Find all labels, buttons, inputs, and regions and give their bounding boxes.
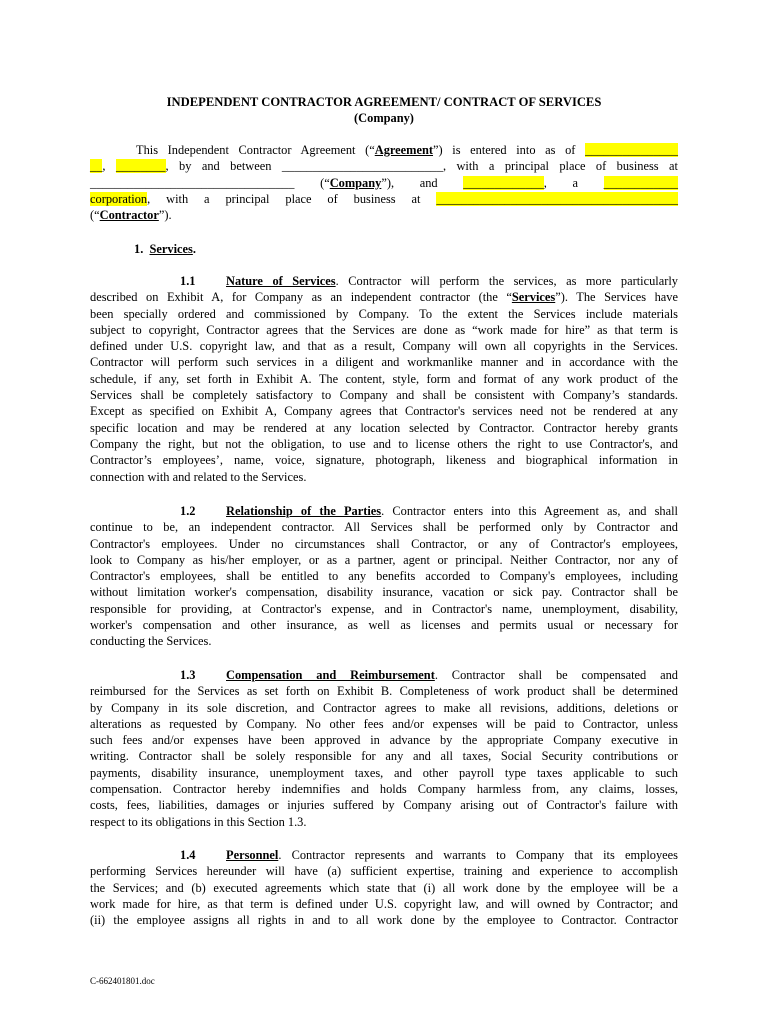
section-1-3-line: alterations as requested by Company. No other fees and/or expenses will be paid to Contractor, unless xyxy=(90,716,678,731)
section-1-1-line: subject to copyright, Contractor agrees that the Services are done as “work made for hire” as that term is xyxy=(90,322,678,337)
section-1-3-line: respect to its obligations in this Section 1.3. xyxy=(90,814,307,829)
section-1-3-line: such fees and/or expenses have been approved in advance by the appropriate Company executive in xyxy=(90,733,678,748)
section-1-1-line: Contractor’s employees’, name, voice, signature, photograph, likeness and biographical information in xyxy=(90,453,678,468)
section-1-1-line: schedule, if any, set forth in Exhibit A. The content, style, form and format of any work product of the xyxy=(90,371,678,386)
agreement-term: Agreement xyxy=(374,143,434,157)
section-1-1 xyxy=(90,273,678,485)
section-1-1-line: Contractor will perform such services in a diligent and workmanlike manner and in accordance with the xyxy=(90,355,678,370)
section-1-1-line: Except as specified on Exhibit A, Company agrees that Contractor's services need not be rendered at any xyxy=(90,404,678,419)
state-blank[interactable]: ____________ xyxy=(603,175,678,190)
section-1-3-line: compensation. Contractor hereby indemnifies and holds Company harmless from, any claims, losses, xyxy=(90,782,678,797)
section-1-1-line: Company the right, but not the obligation, to use and to license others the right to use Contractor's, and xyxy=(90,436,678,451)
section-1-2-line: Contractor's employees, shall be entitled to any benefits accorded to Company's employees, including xyxy=(90,569,678,584)
section-1-1-line: been specially ordered and commissioned by Company. To the extent the Services include materials xyxy=(90,306,678,321)
section-1-2-line-1: 1.2 Relationship of the Parties. Contractor enters into this Agreement as, and shall xyxy=(180,504,678,518)
intro-paragraph xyxy=(90,142,678,223)
section-1-4-line-1: 1.4 Personnel. Contractor represents and warrants to Company that its employees xyxy=(180,848,678,862)
section-1-3-line: by Company in its sole discretion, and Contractor agrees to make all revisions, additions, deletions or xyxy=(90,700,678,715)
section-1-2-line: without limitation worker's compensation, disability insurance, vacation or sick pay. Contractor shall be xyxy=(90,585,678,600)
section-1-2-line: responsible for providing, at Contractor's expense, and in Contractor's name, unemployment, disability, xyxy=(90,601,678,616)
section-1-3-line-1: 1.3 Compensation and Reimbursement. Contractor shall be compensated and xyxy=(180,668,678,682)
address-blank[interactable]: _______________________________________ xyxy=(436,191,678,206)
section-1-1-line: Services shall be completely satisfactory to Company and shall be consistent with Company’s standards. xyxy=(90,388,678,403)
intro-line-1: This Independent Contractor Agreement (“Agreement”) is entered into as of _______________ xyxy=(136,143,678,157)
section-1-4 xyxy=(90,847,678,928)
date-blank-cont[interactable]: __ xyxy=(90,159,103,174)
section-1-4-line: (ii) the employee assigns all rights in and to all work done by the employee to Contractor. Contractor xyxy=(90,913,678,928)
section-1-2-line: conducting the Services. xyxy=(90,634,212,649)
intro-line-5: (“Contractor”). xyxy=(90,208,172,223)
document-subtitle: (Company) xyxy=(354,111,414,125)
section-1-2-line: Contractor's employees. Under no circumstances shall Contractor, or any of Contractor's employees, xyxy=(90,536,678,551)
section-1-2-line: continue to be, an independent contractor. All Services shall be performed only by Contractor and xyxy=(90,520,678,535)
section-1-4-line: performing Services hereunder will have (a) sufficient expertise, training and experience to accomplish xyxy=(90,864,678,879)
intro-line-3: _________________________________ (“Company”), and _____________, a ____________ xyxy=(90,175,678,190)
section-1-1-heading: Nature of Services xyxy=(226,274,336,288)
section-1-1-line: defined under U.S. copyright law, and that as a result, Company will own all copyrights in the Services. xyxy=(90,339,678,354)
services-term: Services xyxy=(511,290,556,305)
section-1-3-line: costs, fees, liabilities, damages or injuries suffered by Company arising out of Contractor's failure with xyxy=(90,798,678,813)
contractor-term: Contractor xyxy=(99,208,159,223)
section-1-2-heading: Relationship of the Parties xyxy=(226,504,382,518)
section-1-3-heading: Compensation and Reimbursement xyxy=(226,668,435,682)
section-1-3-line: reimbursed for the Services as set forth on Exhibit B. Completeness of work product shall be determined xyxy=(90,684,678,699)
company-term: Company xyxy=(329,175,382,190)
footer-filename: C-662401801.doc xyxy=(90,976,155,986)
section-1-3-line: writing. Contractor shall be solely responsible for any and all taxes, Social Security contributions or xyxy=(90,749,678,764)
section-1-2-line: look to Company as his/her employer, or as a partner, agent or principal. Neither Contractor, nor any of xyxy=(90,552,678,567)
section-1-1-line-1: 1.1 Nature of Services. Contractor will perform the services, as more particularly xyxy=(180,274,678,288)
document-title: INDEPENDENT CONTRACTOR AGREEMENT/ CONTRACT OF SERVICES xyxy=(166,95,602,109)
section-1-1-line: specific location and may be rendered at any location selected by Contractor. Contractor hereby grants xyxy=(90,420,678,435)
year-blank[interactable]: ________ xyxy=(115,159,166,174)
entity-type-blank[interactable]: corporation xyxy=(90,191,148,206)
date-blank[interactable]: _______________ xyxy=(585,143,678,157)
section-1-1-line-2: described on Exhibit A, for Company as an independent contractor (the “Services”). The Services have xyxy=(90,290,678,305)
section-1-2 xyxy=(90,503,678,650)
section-1-4-heading: Personnel xyxy=(226,848,279,862)
contractor-name-blank[interactable]: _____________ xyxy=(463,175,544,190)
intro-line-4: corporation, with a principal place of business at _______________________________________ xyxy=(90,191,678,206)
section-1-4-line: the Services; and (b) executed agreements which state that (i) all work done by the employee will be a xyxy=(90,880,678,895)
section-1-4-line: work made for hire, as that term is defined under U.S. copyright law, and will owned by Contractor; and xyxy=(90,896,678,911)
section-1-2-line: worker's compensation and other insurance, as well as licenses and permits usual or necessary for xyxy=(90,618,678,633)
intro-line-2: __, ________, by and between __________________________, with a principal place of business at xyxy=(90,159,678,174)
section-1-3 xyxy=(90,667,678,830)
section-1-1-line: connection with and related to the Services. xyxy=(90,469,307,484)
section-1-3-line: payments, disability insurance, unemployment taxes, and other payroll type taxes applicable to such xyxy=(90,765,678,780)
section-1-heading: 1. Services. xyxy=(134,242,196,256)
